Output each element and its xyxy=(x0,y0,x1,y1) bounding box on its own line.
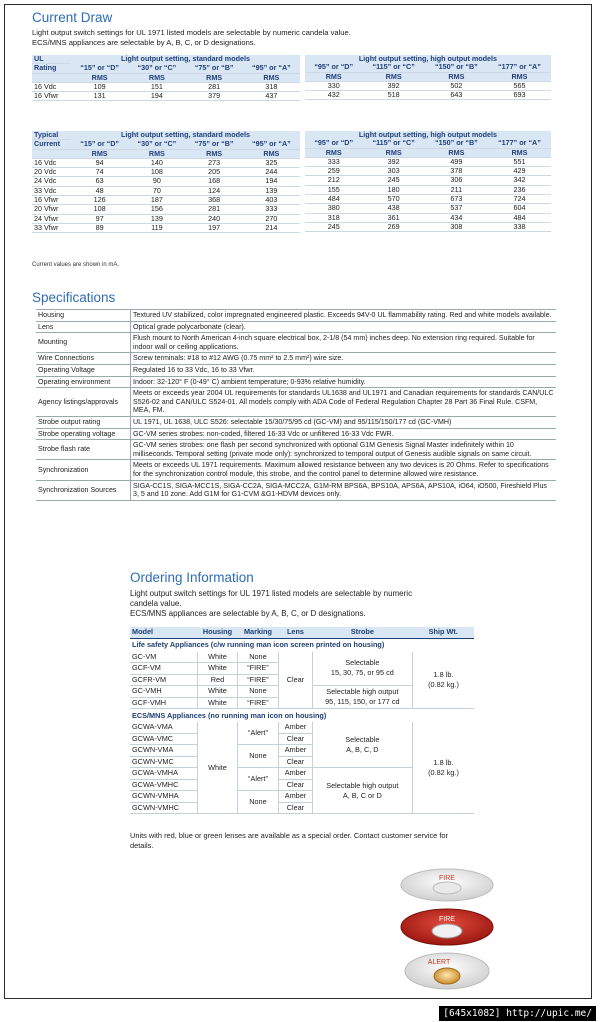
col-ship-wt: Ship Wt. xyxy=(412,627,474,638)
table-row: GCF-VMH White “FIRE” xyxy=(130,697,474,709)
value-cell: 434 xyxy=(425,213,488,222)
row-header-top: UL xyxy=(32,55,71,64)
table-row xyxy=(32,186,300,195)
value-cell: 368 xyxy=(186,196,243,205)
table-row xyxy=(32,205,300,214)
row-header-top: Typical xyxy=(32,131,71,140)
table-row xyxy=(32,177,300,186)
value-cell: 212 xyxy=(305,176,362,185)
rms-label: RMS xyxy=(305,148,362,157)
value-cell: 392 xyxy=(362,81,424,90)
rms-label: RMS xyxy=(186,73,243,82)
rms-label: RMS xyxy=(362,72,424,81)
row-label: 33 Vfwr xyxy=(32,223,71,232)
spec-value: Indoor: 32-120° F (0-49° C) ambient temperature; 0-93% relative humidity. xyxy=(131,376,557,388)
value-cell: 168 xyxy=(186,177,243,186)
spec-key: Synchronization xyxy=(36,460,131,480)
value-cell: 139 xyxy=(243,186,300,195)
value-cell: 281 xyxy=(186,82,243,91)
value-cell: 126 xyxy=(71,196,128,205)
strobe-product-photo xyxy=(397,863,497,995)
column-header: “177” or “A” xyxy=(488,63,551,72)
value-cell: 197 xyxy=(186,223,243,232)
table-row: GCWN-VMA None Amber xyxy=(130,745,474,757)
rms-row xyxy=(305,148,551,157)
value-cell: 131 xyxy=(71,92,128,101)
ordering-title: Ordering Information xyxy=(130,570,254,585)
table-row xyxy=(32,158,300,167)
column-header: “177” or “A” xyxy=(488,139,551,148)
value-cell: 205 xyxy=(186,168,243,177)
value-cell: 403 xyxy=(243,196,300,205)
table-row xyxy=(32,82,300,91)
ul-rating-standard-table xyxy=(32,55,300,101)
ecs-mns-section: ECS/MNS Appliances (no running man icon on housing) xyxy=(132,710,327,720)
spec-key: Lens xyxy=(36,321,131,333)
value-cell: 63 xyxy=(71,177,128,186)
value-cell: 108 xyxy=(71,205,128,214)
value-cell: 269 xyxy=(362,222,424,231)
current-note: Current values are shown in mA. xyxy=(32,262,120,268)
row-label: 20 Vfwr xyxy=(32,205,71,214)
spec-value: Regulated 16 to 33 Vdc, 16 to 33 Vfwr. xyxy=(131,364,557,376)
spec-key: Mounting xyxy=(36,333,131,353)
value-cell: 211 xyxy=(425,185,488,194)
row-label: 16 Vdc xyxy=(32,158,71,167)
spec-row xyxy=(36,480,556,500)
group-header: Light output setting, high output models xyxy=(305,55,551,63)
rms-row xyxy=(32,149,300,158)
value-cell: 432 xyxy=(305,91,362,100)
column-header: “95” or “D” xyxy=(305,139,362,148)
table-row: GCWN-VMC Clear xyxy=(130,756,474,768)
group-header: Light output setting, standard models xyxy=(71,55,300,64)
column-header: “115” or “C” xyxy=(362,63,424,72)
value-cell: 74 xyxy=(71,168,128,177)
value-cell: 325 xyxy=(243,158,300,167)
col-strobe: Strobe xyxy=(312,627,412,638)
value-cell: 499 xyxy=(425,157,488,166)
rms-label: RMS xyxy=(243,149,300,158)
value-cell: 156 xyxy=(128,205,185,214)
table-row xyxy=(32,92,300,101)
value-cell: 306 xyxy=(425,176,488,185)
rms-label: RMS xyxy=(488,72,551,81)
column-header: “150” or “B” xyxy=(425,63,488,72)
value-cell: 502 xyxy=(425,81,488,90)
spec-value: GC-VM series strobes: one flash per second synchronized with optional G1M Genesis Signal Master indefinitely within 10 milliseconds. Temporal setting (private mode only): synchronized to temporal output of Genesis audible signals on same circuit. xyxy=(131,440,557,460)
column-header: “115” or “C” xyxy=(362,139,424,148)
spec-row xyxy=(36,388,556,417)
spec-value: Textured UV stabilized, color impregnated engineered plastic. Exceeds 94V-0 UL flammability rating. Red and white models available. xyxy=(131,310,557,322)
spec-row xyxy=(36,353,556,365)
column-header: “30” or “C” xyxy=(128,140,185,149)
value-cell: 245 xyxy=(305,222,362,231)
row-header-blank xyxy=(32,149,71,158)
table-row: GC-VMH White None Selectable high output 95, 115, 150, or 177 cd xyxy=(130,686,474,698)
spec-row xyxy=(36,460,556,480)
spec-value: Optical grade polycarbonate (clear). xyxy=(131,321,557,333)
table-row xyxy=(32,214,300,223)
value-cell: 484 xyxy=(488,213,551,222)
value-cell: 244 xyxy=(243,168,300,177)
table-row: GCWA-VMHC Clear xyxy=(130,779,474,791)
column-header: “75” or “B” xyxy=(186,64,243,73)
value-cell: 438 xyxy=(362,204,424,213)
value-cell: 236 xyxy=(488,185,551,194)
rms-label: RMS xyxy=(425,72,488,81)
rms-label: RMS xyxy=(425,148,488,157)
value-cell: 333 xyxy=(305,157,362,166)
row-label: 33 Vdc xyxy=(32,186,71,195)
value-cell: 259 xyxy=(305,167,362,176)
rms-row xyxy=(32,73,300,82)
value-cell: 194 xyxy=(128,92,185,101)
table-row: GCWN-VMHC Clear xyxy=(130,802,474,814)
alert-label: ALERT xyxy=(427,959,451,966)
table-row: GCFR-VM Red “FIRE” xyxy=(130,674,474,686)
spec-value: UL 1971, UL 1638, ULC S526: selectable 15/30/75/95 cd (GC-VM) and 95/115/150/177 cd (GC-VMH) xyxy=(131,416,557,428)
spec-key: Strobe output rating xyxy=(36,416,131,428)
spec-key: Synchronization Sources xyxy=(36,480,131,500)
value-cell: 551 xyxy=(488,157,551,166)
value-cell: 565 xyxy=(488,81,551,90)
value-cell: 281 xyxy=(186,205,243,214)
value-cell: 273 xyxy=(186,158,243,167)
spec-key: Operating Voltage xyxy=(36,364,131,376)
table-row xyxy=(305,222,551,231)
value-cell: 109 xyxy=(71,82,128,91)
table-row xyxy=(305,204,551,213)
value-cell: 155 xyxy=(305,185,362,194)
spec-row xyxy=(36,440,556,460)
rms-label: RMS xyxy=(128,73,185,82)
white-fire-strobe xyxy=(401,869,493,901)
value-cell: 318 xyxy=(243,82,300,91)
row-label: 16 Vfwr xyxy=(32,196,71,205)
value-cell: 94 xyxy=(71,158,128,167)
column-row xyxy=(305,139,551,148)
value-cell: 333 xyxy=(243,205,300,214)
table-row xyxy=(32,196,300,205)
row-label: 16 Vdc xyxy=(32,82,71,91)
spec-row xyxy=(36,333,556,353)
group-header: Light output setting, high output models xyxy=(305,131,551,139)
col-housing: Housing xyxy=(198,627,238,638)
life-safety-section: Life safety Appliances (c/w running man icon screen printed on housing) xyxy=(132,640,385,649)
value-cell: 361 xyxy=(362,213,424,222)
row-label: 20 Vdc xyxy=(32,168,71,177)
value-cell: 303 xyxy=(362,167,424,176)
column-row xyxy=(32,140,300,149)
value-cell: 140 xyxy=(128,158,185,167)
spec-key: Strobe operating voltage xyxy=(36,428,131,440)
spec-row xyxy=(36,416,556,428)
white-alert-strobe xyxy=(405,953,489,989)
spec-key: Agency listings/approvals xyxy=(36,388,131,417)
value-cell: 151 xyxy=(128,82,185,91)
value-cell: 180 xyxy=(362,185,424,194)
specifications-table xyxy=(36,309,556,501)
value-cell: 643 xyxy=(425,91,488,100)
column-header: “95” or “D” xyxy=(305,63,362,72)
value-cell: 342 xyxy=(488,176,551,185)
value-cell: 380 xyxy=(305,204,362,213)
spec-value: Flush mount to North American 4-inch square electrical box, 2-1/8 (54 mm) inches deep. No extension ring required. Suitable for indoor wall or ceiling applications. xyxy=(131,333,557,353)
value-cell: 429 xyxy=(488,167,551,176)
spec-key: Operating environment xyxy=(36,376,131,388)
spec-value: Screw terminals: #18 to #12 AWG (0.75 mm² to 2.5 mm²) wire size. xyxy=(131,353,557,365)
table-row xyxy=(32,223,300,232)
table-row: GCWN-VMHA None Amber xyxy=(130,791,474,803)
column-header: “15” or “D” xyxy=(71,140,128,149)
spec-row xyxy=(36,364,556,376)
spec-key: Wire Connections xyxy=(36,353,131,365)
ordering-intro: Light output switch settings for UL 1971 listed models are selectable by numeric candela value. ECS/MNS appliances are selectable by A, B, C, or D designations. xyxy=(130,589,413,618)
value-cell: 378 xyxy=(425,167,488,176)
value-cell: 693 xyxy=(488,91,551,100)
rms-row xyxy=(305,72,551,81)
value-cell: 379 xyxy=(186,92,243,101)
value-cell: 124 xyxy=(186,186,243,195)
table-row: GCWA-VMHA “Alert” Amber Selectable high output A, B, C or D xyxy=(130,768,474,780)
column-header: “95” or “A” xyxy=(243,64,300,73)
rms-label: RMS xyxy=(305,72,362,81)
value-cell: 570 xyxy=(362,195,424,204)
table-row xyxy=(305,176,551,185)
value-cell: 724 xyxy=(488,195,551,204)
spec-key: Strobe flash rate xyxy=(36,440,131,460)
ordering-table xyxy=(130,627,474,814)
table-row: GCWA-VMC Clear xyxy=(130,733,474,745)
fire-label: FIRE xyxy=(439,916,455,923)
typical-current-high-table xyxy=(305,131,551,232)
row-label: 16 Vfwr xyxy=(32,92,71,101)
ordering-header-row xyxy=(130,627,474,638)
value-cell: 604 xyxy=(488,204,551,213)
value-cell: 90 xyxy=(128,177,185,186)
row-header-bottom: Rating xyxy=(32,64,71,73)
value-cell: 338 xyxy=(488,222,551,231)
table-row xyxy=(32,168,300,177)
value-cell: 119 xyxy=(128,223,185,232)
column-header: “15” or “D” xyxy=(71,64,128,73)
value-cell: 139 xyxy=(128,214,185,223)
value-cell: 484 xyxy=(305,195,362,204)
image-host-footer: [645x1082] http://upic.me/ xyxy=(439,1006,596,1021)
row-header-blank xyxy=(32,73,71,82)
column-header: “95” or “A” xyxy=(243,140,300,149)
spec-value: Meets or exceeds year 2004 UL requirements for standards UL1638 and UL1971 and Canadian requirements for standards CAN/ULC S526-02 and CAN/ULC S524-01. All models comply with ADA Code of Federal Regulation Chapter 28 Part 36 Final Rule. CSFM, MEA, FM. xyxy=(131,388,557,417)
value-cell: 308 xyxy=(425,222,488,231)
value-cell: 187 xyxy=(128,196,185,205)
value-cell: 108 xyxy=(128,168,185,177)
table-row: GC-VM White None Clear Selectable 15, 30, 75, or 95 cd 1.8 lb. (0.82 kg.) xyxy=(130,652,474,663)
red-fire-strobe xyxy=(401,909,493,945)
table-row: GCWA-VMA White “Alert” Amber Selectable A, B, C, D 1.8 lb. (0.82 kg.) xyxy=(130,722,474,733)
current-draw-title: Current Draw xyxy=(32,10,113,25)
spec-value: Meets or exceeds UL 1971 requirements. Maximum allowed resistance between any two devices is 20 Ohms. Refer to specifications for the synchronization control module, this strobe, and the control panel to determine allowed wire resistance. xyxy=(131,460,557,480)
row-label: 24 Vfwr xyxy=(32,214,71,223)
column-header: “150” or “B” xyxy=(425,139,488,148)
column-row xyxy=(32,64,300,73)
value-cell: 270 xyxy=(243,214,300,223)
table-row: GCF-VM White “FIRE” xyxy=(130,663,474,675)
value-cell: 673 xyxy=(425,195,488,204)
spec-value: SIGA-CC1S, SIGA-MCC1S, SIGA-CC2A, SIGA-MCC2A, G1M-RM BPS6A, BPS10A, APS6A, APS10A, iO64, iO500, Fireshield Plus 3, 5 and 10 zone. Add G1M for G1-CVM &G1-HDVM devices only. xyxy=(131,480,557,500)
table-row xyxy=(305,91,551,100)
value-cell: 214 xyxy=(243,223,300,232)
value-cell: 48 xyxy=(71,186,128,195)
row-label: 24 Vdc xyxy=(32,177,71,186)
rms-label: RMS xyxy=(186,149,243,158)
value-cell: 194 xyxy=(243,177,300,186)
col-marking: Marking xyxy=(237,627,278,638)
value-cell: 97 xyxy=(71,214,128,223)
row-header-bottom: Current xyxy=(32,140,71,149)
column-header: “75” or “B” xyxy=(186,140,243,149)
page-frame xyxy=(4,4,592,999)
value-cell: 89 xyxy=(71,223,128,232)
value-cell: 392 xyxy=(362,157,424,166)
ordering-footnote: Units with red, blue or green lenses are available as a special order. Contact customer service for details. xyxy=(130,831,448,850)
col-model: Model xyxy=(130,627,198,638)
rms-label: RMS xyxy=(71,73,128,82)
spec-key: Housing xyxy=(36,310,131,322)
rms-label: RMS xyxy=(71,149,128,158)
spec-row xyxy=(36,321,556,333)
spec-value: GC-VM series strobes: non-coded, filtered 16-33 Vdc or unfiltered 16-33 Vdc FWR. xyxy=(131,428,557,440)
spec-row xyxy=(36,310,556,322)
current-draw-intro: Light output switch settings for UL 1971 listed models are selectable by numeric candela value. ECS/MNS appliances are selectable by A, B, C, or D designations. xyxy=(32,28,351,47)
rms-label: RMS xyxy=(488,148,551,157)
column-header: “30” or “C” xyxy=(128,64,185,73)
group-header: Light output setting, standard models xyxy=(71,131,300,140)
specifications-title: Specifications xyxy=(32,290,116,305)
spec-row xyxy=(36,428,556,440)
value-cell: 537 xyxy=(425,204,488,213)
fire-label: FIRE xyxy=(439,875,455,882)
value-cell: 245 xyxy=(362,176,424,185)
rms-label: RMS xyxy=(243,73,300,82)
ul-rating-high-table xyxy=(305,55,551,100)
value-cell: 240 xyxy=(186,214,243,223)
typical-current-standard-table xyxy=(32,131,300,233)
value-cell: 318 xyxy=(305,213,362,222)
rms-label: RMS xyxy=(362,148,424,157)
value-cell: 518 xyxy=(362,91,424,100)
column-row xyxy=(305,63,551,72)
value-cell: 330 xyxy=(305,81,362,90)
spec-row xyxy=(36,376,556,388)
col-lens: Lens xyxy=(279,627,313,638)
value-cell: 437 xyxy=(243,92,300,101)
value-cell: 70 xyxy=(128,186,185,195)
rms-label: RMS xyxy=(128,149,185,158)
